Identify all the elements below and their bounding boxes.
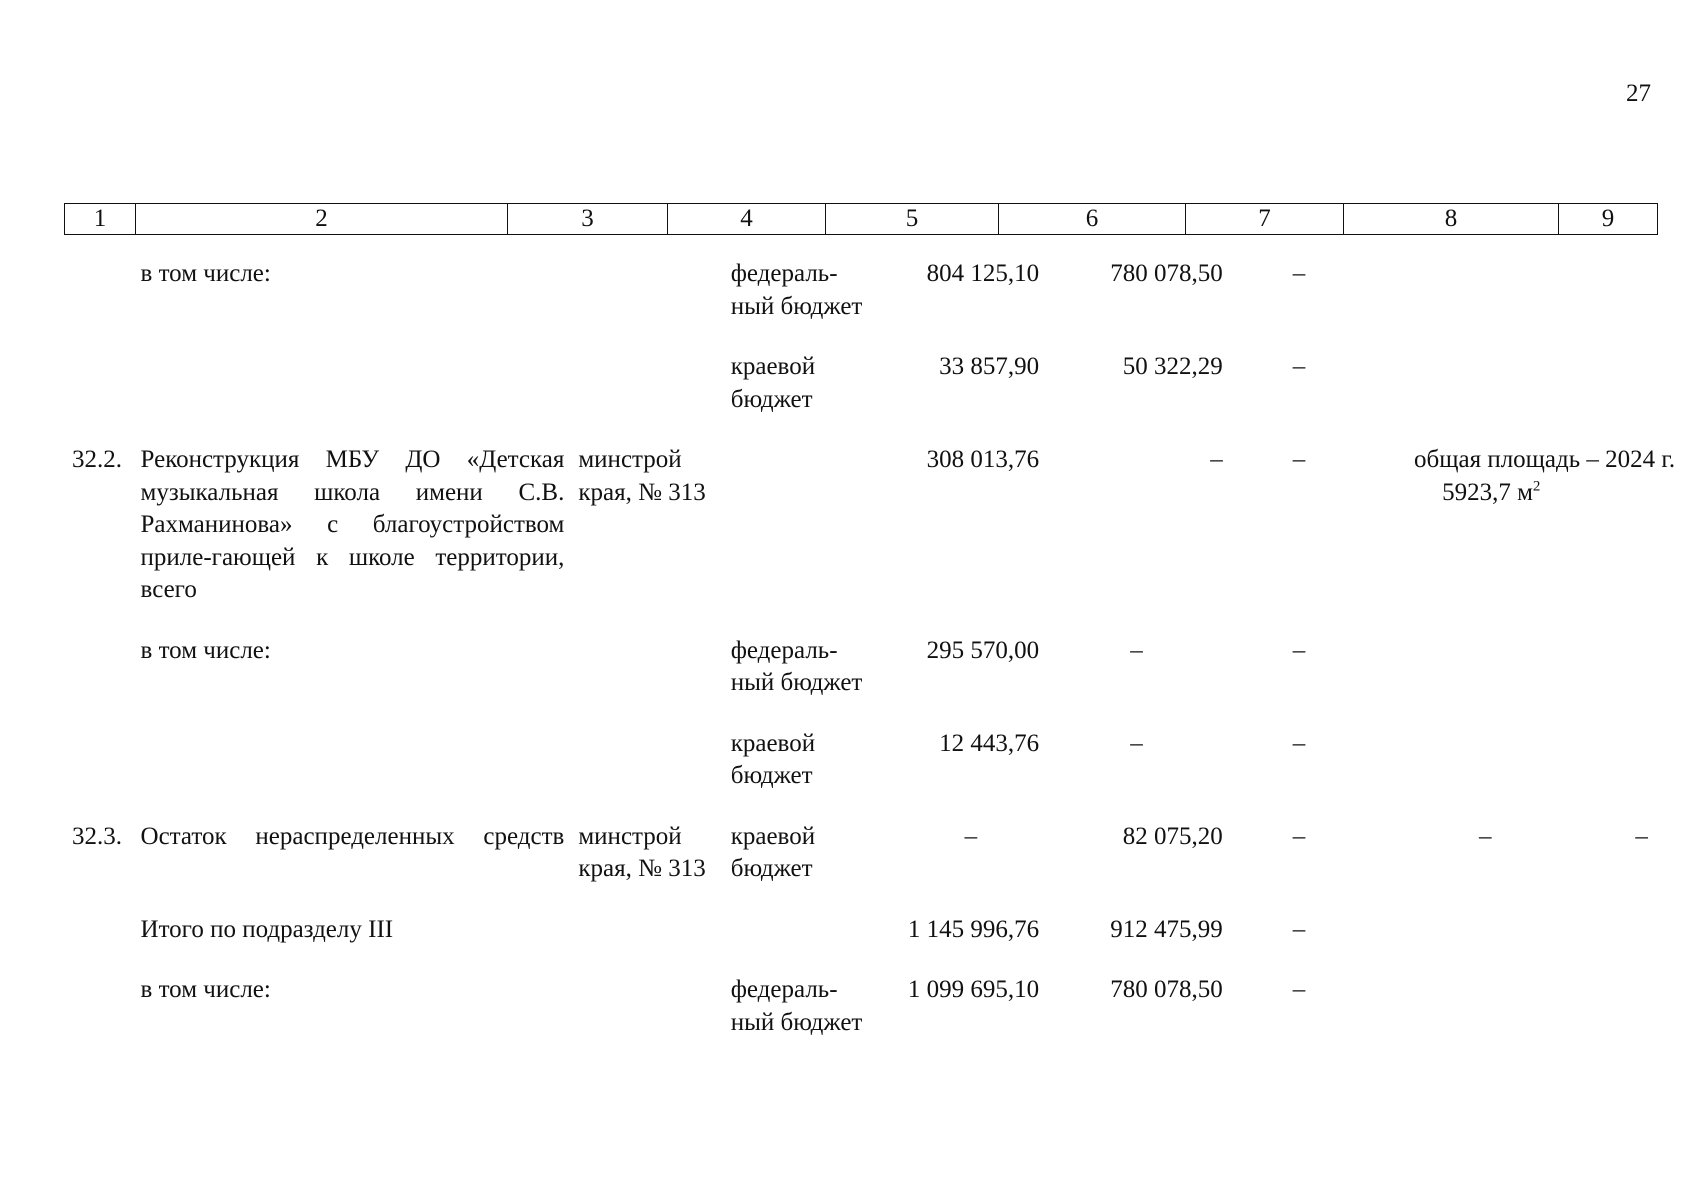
- row-number: [64, 635, 135, 728]
- row-indicator: [1378, 258, 1592, 351]
- row-value-col7: –: [1292, 729, 1306, 757]
- table-row: [64, 974, 1691, 1039]
- row-indicator: [1378, 444, 1691, 635]
- row-value-col6: 50 322,29: [1122, 353, 1223, 380]
- row-value-col7: –: [1292, 446, 1306, 473]
- row-executor: [574, 351, 726, 444]
- row-funding-source: краевой бюджет: [730, 822, 816, 882]
- table-row: [64, 914, 1691, 975]
- row-value-col9: [1592, 635, 1691, 728]
- row-value-col7: –: [1292, 353, 1306, 380]
- row-value-col9: –: [1635, 822, 1648, 850]
- row-value-col6: 780 078,50: [1110, 976, 1223, 1003]
- row-executor: [574, 914, 726, 975]
- row-number: [64, 258, 135, 351]
- column-header-3: 3: [508, 204, 668, 235]
- column-header-4: 4: [668, 204, 826, 235]
- row-value-col6: 780 078,50: [1110, 260, 1223, 287]
- table-row: [64, 821, 1691, 914]
- row-value-col6: –: [1130, 729, 1143, 757]
- row-funding-source: федераль- ный бюджет: [730, 636, 863, 696]
- column-header-8: 8: [1344, 204, 1559, 235]
- row-executor: [574, 635, 726, 728]
- row-value-col7: –: [1292, 976, 1306, 1003]
- row-executor: [574, 258, 726, 351]
- row-name: [135, 821, 575, 914]
- table-row: [64, 351, 1691, 444]
- row-value-col7: –: [1292, 636, 1306, 664]
- row-funding-source: краевой бюджет: [730, 729, 816, 789]
- row-funding-source: краевой бюджет: [730, 353, 816, 413]
- indicator-value-number: 5923,7 м: [1442, 478, 1533, 506]
- row-indicator: [1378, 974, 1592, 1039]
- table-row: [64, 635, 1691, 728]
- row-executor: [574, 728, 726, 821]
- row-name: [135, 351, 575, 444]
- table-row: [64, 444, 1691, 635]
- row-number: [64, 914, 135, 975]
- row-value-col6: –: [1210, 446, 1223, 473]
- row-name: в том числе:: [140, 976, 271, 1003]
- column-header-5: 5: [826, 204, 999, 235]
- row-value-col7: –: [1292, 260, 1306, 287]
- row-value-col6: –: [1130, 636, 1143, 664]
- row-funding-source: [727, 444, 885, 635]
- column-header-row: [65, 204, 1658, 235]
- row-value-col7: –: [1292, 915, 1306, 943]
- row-value-col5: –: [964, 822, 978, 850]
- row-number: [64, 974, 135, 1039]
- column-header-1: 1: [65, 204, 136, 235]
- row-number: [64, 351, 135, 444]
- row-number: [64, 728, 135, 821]
- column-header-table: [64, 203, 1658, 235]
- row-indicator: [1378, 728, 1592, 821]
- row-value-col5: 12 443,76: [939, 729, 1040, 757]
- indicator-label: общая площадь – 2024 г.: [1414, 446, 1676, 473]
- row-name: в том числе:: [140, 260, 271, 287]
- budget-table-body: [64, 258, 1691, 1039]
- row-indicator: [1378, 914, 1592, 975]
- row-name: Реконструкция МБУ ДО «Детская музыкальная школа имени С.В. Рахманинова» с благоустройством приле-гающей к школе территории, всего: [140, 446, 565, 603]
- row-name: в том числе:: [140, 636, 271, 664]
- row-value-col5: 33 857,90: [939, 353, 1040, 380]
- table-row: [64, 258, 1691, 351]
- page-number: 27: [1626, 80, 1651, 107]
- row-value-col6: 912 475,99: [1110, 915, 1223, 943]
- row-indicator: [1378, 635, 1592, 728]
- column-header-7: 7: [1186, 204, 1344, 235]
- row-value-col6: 82 075,20: [1122, 822, 1223, 850]
- column-header-6: 6: [999, 204, 1186, 235]
- row-value-col5: 295 570,00: [926, 636, 1040, 664]
- row-indicator: [1378, 351, 1592, 444]
- row-value-col9: [1592, 914, 1691, 975]
- column-header-9: 9: [1559, 204, 1658, 235]
- row-value-col5: 308 013,76: [926, 446, 1040, 473]
- row-executor: [574, 974, 726, 1039]
- row-value-col9: [1592, 351, 1691, 444]
- row-name: Итого по подразделу III: [140, 915, 394, 943]
- row-indicator: –: [1478, 822, 1492, 850]
- indicator-value: [1378, 477, 1691, 510]
- row-number: 32.3.: [72, 822, 122, 850]
- row-number: 32.2.: [72, 446, 122, 473]
- row-value-col9: [1592, 728, 1691, 821]
- row-funding-source: федераль- ный бюджет: [730, 976, 863, 1036]
- row-value-col5: 1 145 996,76: [907, 915, 1040, 943]
- row-value-col9: [1592, 974, 1691, 1039]
- row-executor: минстрой края, № 313: [578, 822, 706, 882]
- row-funding-source: [727, 914, 885, 975]
- indicator-value-unit-exponent: 2: [1532, 478, 1541, 495]
- row-value-col7: –: [1292, 822, 1306, 850]
- row-executor: минстрой края, № 313: [578, 446, 706, 506]
- row-name-text: Остаток нераспределенных средств: [140, 822, 565, 850]
- row-value-col9: [1592, 258, 1691, 351]
- row-funding-source: федераль- ный бюджет: [730, 260, 863, 320]
- row-value-col5: 804 125,10: [926, 260, 1040, 287]
- row-name: [135, 728, 575, 821]
- column-header-2: 2: [136, 204, 508, 235]
- row-value-col5: 1 099 695,10: [907, 976, 1040, 1003]
- table-row: [64, 728, 1691, 821]
